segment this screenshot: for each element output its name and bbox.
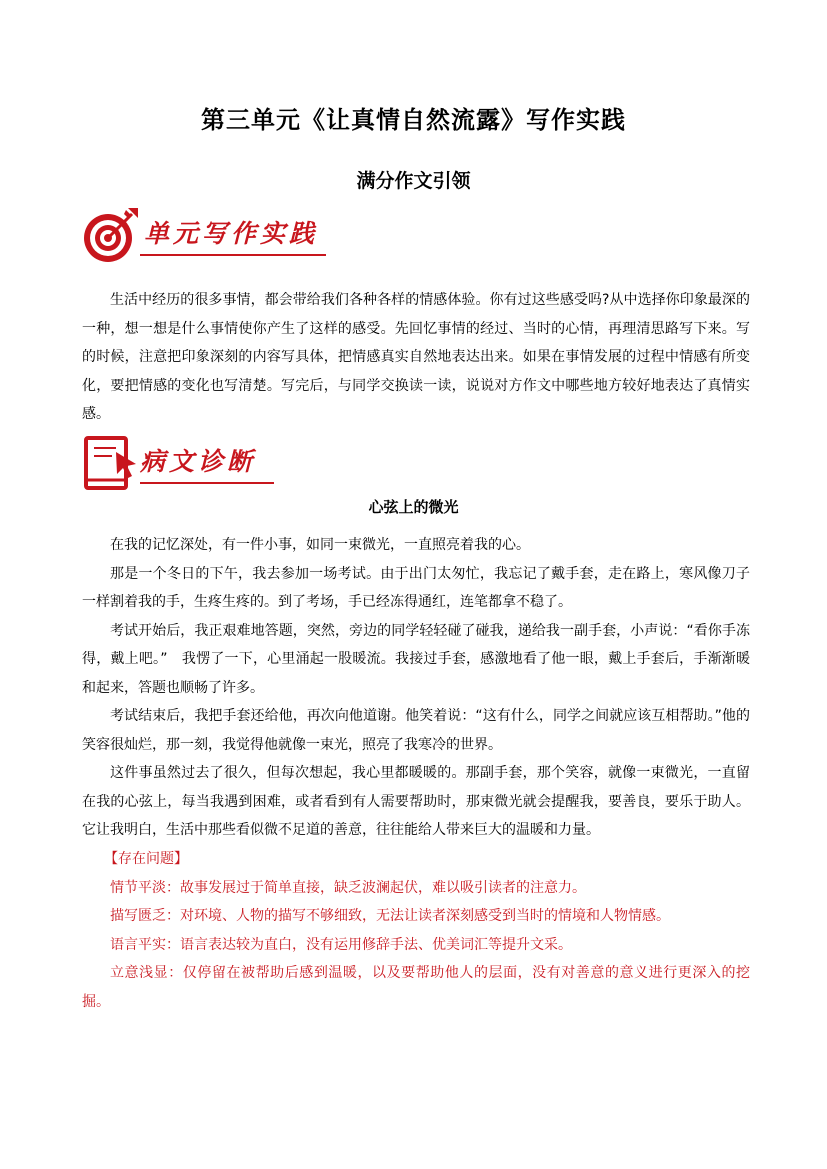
target-icon bbox=[82, 204, 142, 266]
banner-label: 单元写作实践 bbox=[144, 219, 319, 248]
writing-prompt: 生活中经历的很多事情，都会带给我们各种各样的情感体验。你有过这些感受吗?从中选择你印象最深的一种，想一想是什么事情使你产生了这样的感受。先回忆事情的经过、当时的心情，再理清思路写下来。写的时候，注意把印象深刻的内容写具体，把情感真实自然地表达出来。如果在事情发展的过程中情感有所变化，要把情感的变化也写清楚。写完后，与同学交换读一读，说说对方作文中哪些地方较好地表达了真情实感。 bbox=[82, 292, 750, 422]
essay-paragraph: 在我的记忆深处，有一件小事，如同一束微光，一直照亮着我的心。 bbox=[110, 537, 530, 553]
banner-underline bbox=[140, 254, 326, 256]
issue-item: 立意浅显：仅停留在被帮助后感到温暖，以及要帮助他人的层面，没有对善意的意义进行更深入的挖掘。 bbox=[82, 965, 750, 1010]
essay-paragraph: 考试开始后，我正艰难地答题，突然，旁边的同学轻轻碰了碰我，递给我一副手套，小声说：“看你手冻得，戴上吧。” 我愣了一下，心里涌起一股暖流。我接过手套，感激地看了他一眼，戴上手套后，手渐渐暖和起来，答题也顺畅了许多。 bbox=[82, 622, 750, 696]
essay-title: 心弦上的微光 bbox=[368, 498, 459, 516]
issue-item: 情节平淡：故事发展过于简单直接，缺乏波澜起伏，难以吸引读者的注意力。 bbox=[110, 879, 586, 896]
section-banner-diagnosis bbox=[82, 432, 282, 494]
banner-underline bbox=[140, 482, 274, 484]
issue-item: 语言平实：语言表达较为直白，没有运用修辞手法、优美词汇等提升文采。 bbox=[110, 936, 572, 953]
banner-label: 病文诊断 bbox=[140, 447, 257, 476]
issues-heading: 【存在问题】 bbox=[104, 851, 188, 867]
issues-list bbox=[82, 845, 750, 1016]
page-title: 第三单元《让真情自然流露》写作实践 bbox=[201, 105, 626, 134]
page-subtitle: 满分作文引领 bbox=[356, 170, 471, 192]
essay-paragraph: 这件事虽然过去了很久，但每次想起，我心里都暖暖的。那副手套，那个笑容，就像一束微光，一直留在我的心弦上，每当我遇到困难，或者看到有人需要帮助时，那束微光就会提醒我，要善良，要乐于助人。它让我明白，生活中那些看似微不足道的善意，往往能给人带来巨大的温暖和力量。 bbox=[82, 765, 750, 838]
essay-paragraph: 考试结束后，我把手套还给他，再次向他道谢。他笑着说：“这有什么，同学之间就应该互相帮助。”他的笑容很灿烂，那一刻，我觉得他就像一束光，照亮了我寒冷的世界。 bbox=[82, 708, 750, 753]
essay-body bbox=[82, 531, 750, 845]
book-cursor-icon bbox=[82, 432, 138, 494]
issue-item: 描写匮乏：对环境、人物的描写不够细致，无法让读者深刻感受到当时的情境和人物情感。 bbox=[110, 908, 670, 924]
section-banner-writing-practice bbox=[82, 204, 332, 266]
essay-paragraph: 那是一个冬日的下午，我去参加一场考试。由于出门太匆忙，我忘记了戴手套，走在路上，寒风像刀子一样割着我的手，生疼生疼的。到了考场，手已经冻得通红，连笔都拿不稳了。 bbox=[82, 565, 750, 610]
